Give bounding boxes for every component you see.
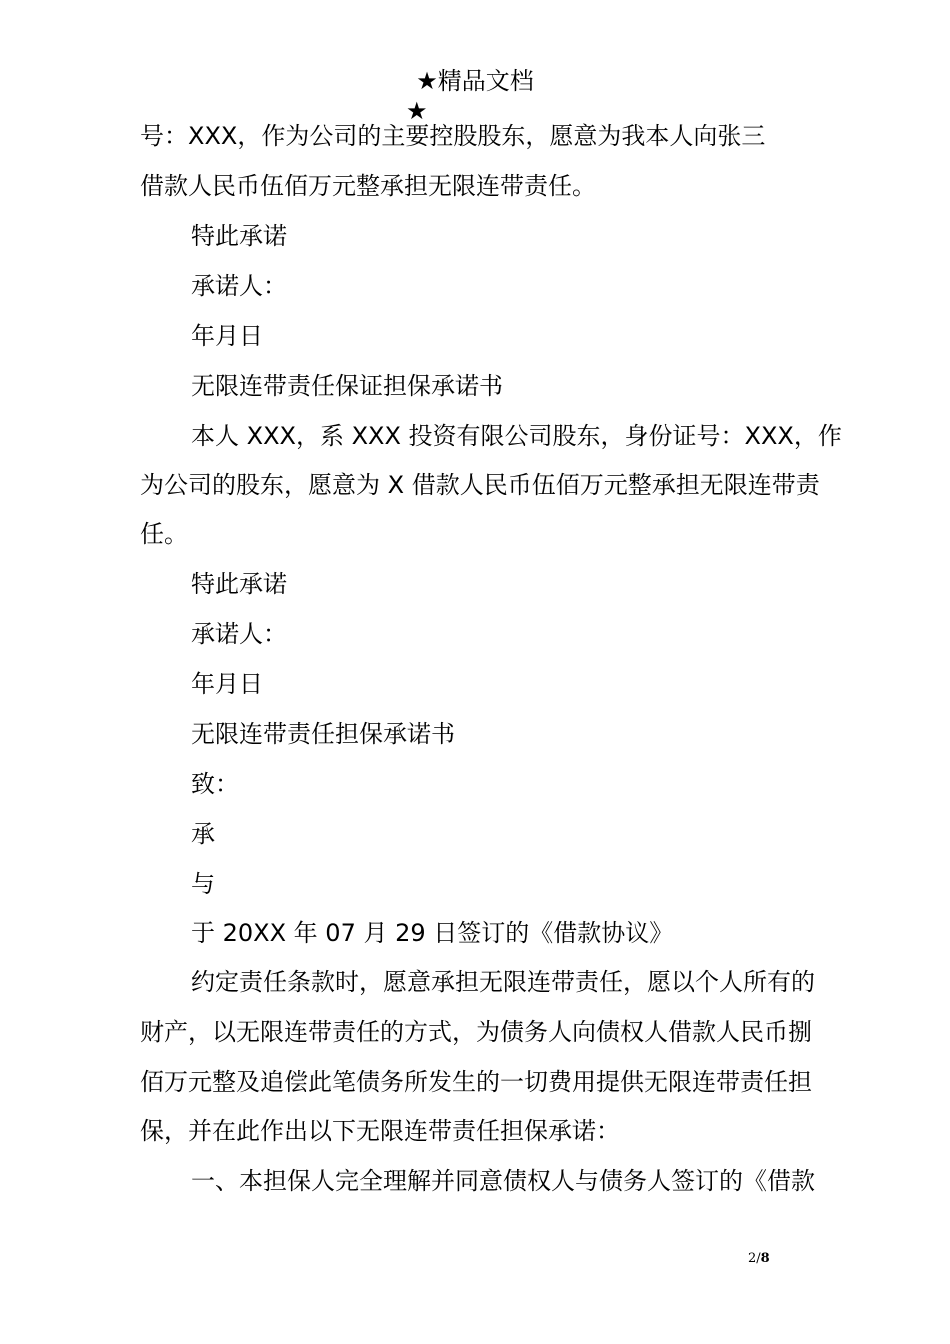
body-line: 本人 XXX，系 XXX 投资有限公司股东，身份证号：XXX，作 — [191, 422, 842, 450]
body-line: 年月日 — [191, 670, 263, 698]
section-heading: 无限连带责任担保承诺书 — [191, 720, 455, 748]
page-total: 8 — [760, 1251, 770, 1266]
body-line: 特此承诺 — [191, 222, 287, 250]
star-icon: ★ — [406, 97, 428, 125]
body-line: 承诺人： — [191, 620, 287, 648]
page-number — [748, 1250, 770, 1268]
body-line: 任。 — [140, 520, 188, 548]
body-line: 于 20XX 年 07 月 29 日签订的《借款协议》 — [191, 919, 674, 947]
body-line: 致： — [191, 770, 239, 798]
body-line: 财产，以无限连带责任的方式，为债务人向债权人借款人民币捌 — [140, 1018, 812, 1046]
page-current: 2/ — [748, 1251, 761, 1266]
body-line: 一、本担保人完全理解并同意债权人与债务人签订的《借款 — [191, 1167, 815, 1195]
body-line: 号：XXX，作为公司的主要控股股东，愿意为我本人向张三 — [140, 122, 766, 150]
body-line: 约定责任条款时，愿意承担无限连带责任，愿以个人所有的 — [191, 968, 815, 996]
section-heading: 无限连带责任保证担保承诺书 — [191, 372, 503, 400]
body-line: 佰万元整及追偿此笔债务所发生的一切费用提供无限连带责任担 — [140, 1068, 812, 1096]
body-line: 为公司的股东，愿意为 X 借款人民币伍佰万元整承担无限连带责 — [140, 471, 820, 499]
body-line: 保，并在此作出以下无限连带责任担保承诺： — [140, 1117, 620, 1145]
body-line: 承诺人： — [191, 272, 287, 300]
header-title: ★精品文档 — [416, 67, 534, 95]
body-line: 特此承诺 — [191, 570, 287, 598]
body-line: 承 — [191, 820, 215, 848]
body-line: 年月日 — [191, 322, 263, 350]
body-line: 借款人民币伍佰万元整承担无限连带责任。 — [140, 172, 596, 200]
body-line: 与 — [191, 870, 215, 898]
